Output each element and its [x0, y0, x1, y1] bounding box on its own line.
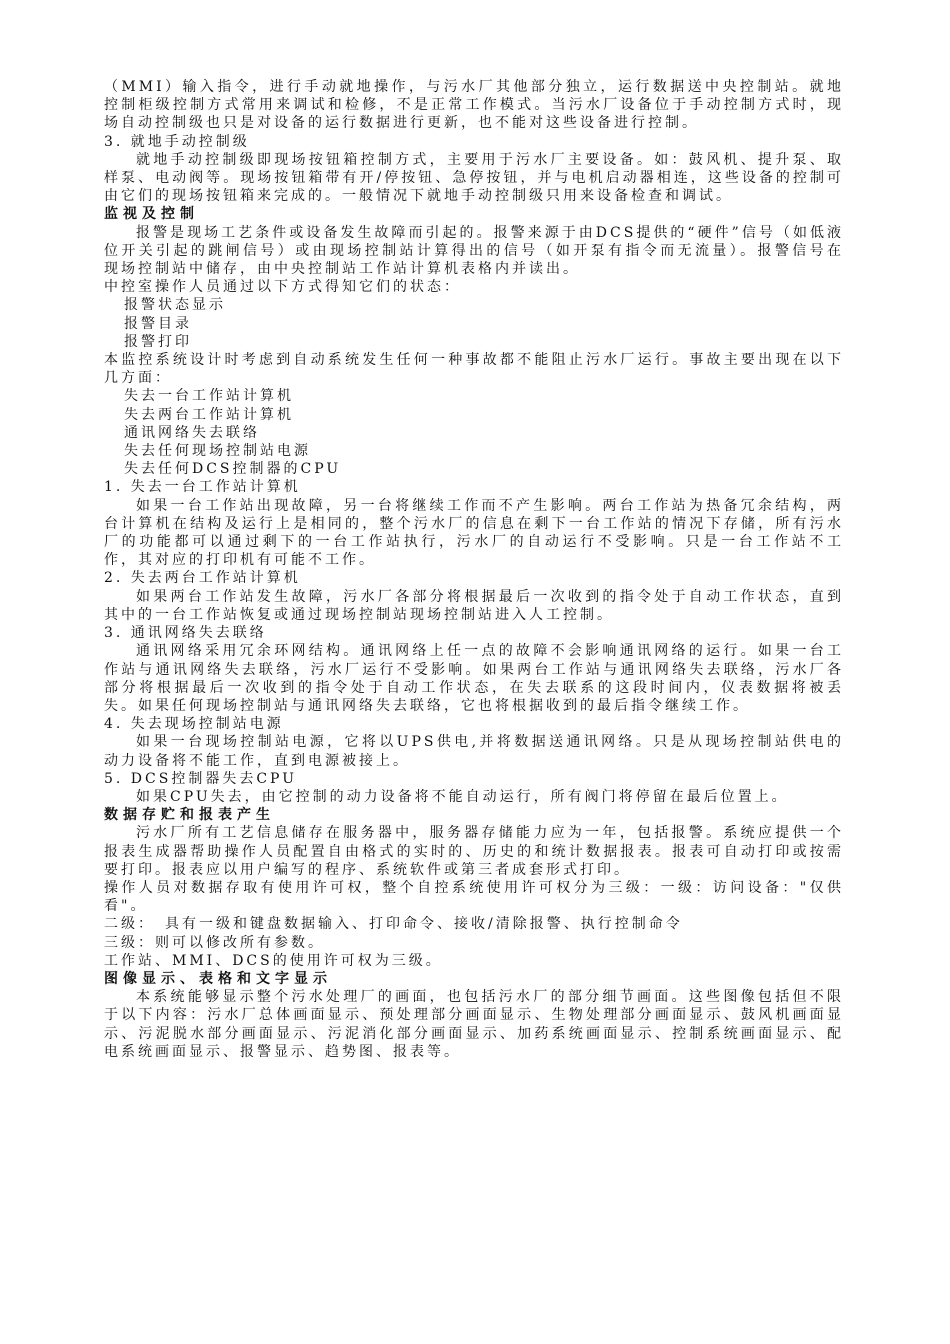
- display-body: 本系统能够显示整个污水处理厂的画面，也包括污水厂的部分细节画面。这些图像包括但不限于以下内容：污水厂总体画面显示、预处理部分画面显示、生物处理部分画面显示、鼓风机画面显示、污泥脱水部分画面显示、污泥消化部分画面显示、加药系统画面显示、控制系统画面显示、配电系统画面显示、报警显示、趋势图、报表等。: [104, 989, 844, 1060]
- fault-intro: 本监控系统设计时考虑到自动系统发生任何一种事故都不能阻止污水厂运行。事故主要出现在以下几方面：: [104, 352, 844, 387]
- case-title: 3. 通讯网络失去联络: [104, 625, 267, 642]
- fault-item: 失去任何现场控制站电源: [124, 443, 311, 460]
- permission-level-2: 二级： 具有一级和键盘数据输入、打印命令、接收/清除报警、执行控制命令: [104, 916, 683, 933]
- fault-item: 失去一台工作站计算机: [124, 388, 294, 405]
- local-manual-body: 就地手动控制级即现场按钮箱控制方式，主要用于污水厂主要设备。如：鼓风机、提升泵、取样泵、电动阀等。现场按钮箱带有开/停按钮、急停按钮，并与电机启动器相连，这些设备的控制可由它们的现场按钮箱来完成的。一般情况下就地手动控制级只用来设备检查和调试。: [104, 151, 844, 205]
- storage-heading: 数据存贮和报表产生: [104, 807, 275, 824]
- fault-item: 通讯网络失去联络: [124, 424, 260, 441]
- permission-intro: 操作人员对数据存取有使用许可权，整个自控系统使用许可权分为三级：一级：访问设备："仅供看"。: [104, 879, 844, 915]
- case-title: 2. 失去两台工作站计算机: [104, 570, 301, 587]
- alarm-ways-intro: 中控室操作人员通过以下方式得知它们的状态：: [104, 279, 461, 296]
- case-body: 如果CPU失去，由它控制的动力设备将不能自动运行，所有阀门将停留在最后位置上。: [136, 788, 789, 805]
- case-body: 如果一台工作站出现故障，另一台将继续工作而不产生影响。两台工作站为热备冗余结构，两台计算机在结构及运行上是相同的，整个污水厂的信息在剩下一台工作站的情况下存储，所有污水厂的功能都可以通过剩下的一台工作站执行，污水厂的自动运行不受影响。只是一台工作站不工作，其对应的打印机有可能不工作。: [104, 497, 844, 569]
- fault-item: 失去两台工作站计算机: [124, 406, 294, 423]
- case-title: 4. 失去现场控制站电源: [104, 716, 284, 733]
- alarm-way-item: 报警目录: [124, 315, 192, 332]
- document-page: [104, 78, 844, 1061]
- local-manual-title: 3. 就地手动控制级: [104, 133, 250, 150]
- case-body: 通讯网络采用冗余环网结构。通讯网络上任一点的故障不会影响通讯网络的运行。如果一台工作站与通讯网络失去联络，污水厂运行不受影响。如果两台工作站与通讯网络失去联络，污水厂各部分将根据最后一次收到的指令处于自动工作状态，在失去联系的这段时间内，仪表数据将被丢失。如果任何现场控制站与通讯网络失去联络，它也将根据收到的最后指令继续工作。: [104, 643, 844, 714]
- alarm-paragraph: 报警是现场工艺条件或设备发生故障而引起的。报警来源于由DCS提供的“硬件”信号（如低液位开关引起的跳闸信号）或由现场控制站计算得出的信号（如开泵有指令而无流量）。报警信号在现场控制站中储存，由中央控制站工作站计算机表格内并读出。: [104, 224, 844, 278]
- fault-item: 失去任何DCS控制器的CPU: [124, 461, 342, 478]
- alarm-way-item: 报警状态显示: [124, 297, 226, 314]
- intro-paragraph: （MMI）输入指令，进行手动就地操作，与污水厂其他部分独立，运行数据送中央控制站。就地控制柜级控制方式常用来调试和检修，不是正常工作模式。当污水厂设备位于手动控制方式时，现场自动控制级也只是对设备的运行数据进行更新，也不能对这些设备进行控制。: [104, 79, 844, 132]
- display-heading: 图像显示、表格和文字显示: [104, 970, 332, 987]
- monitor-heading: 监视及控制: [104, 206, 199, 223]
- permission-summary: 工作站、MMI、DCS的使用许可权为三级。: [104, 952, 443, 969]
- storage-body: 污水厂所有工艺信息储存在服务器中，服务器存储能力应为一年，包括报警。系统应提供一个报表生成器帮助操作人员配置自由格式的实时的、历史的和统计数据报表。报表可自动打印或按需要打印。报表应以用户编写的程序、系统软件或第三者成套形式打印。: [104, 825, 844, 878]
- permission-level-3: 三级：则可以修改所有参数。: [104, 934, 325, 951]
- case-title: 5. DCS控制器失去CPU: [104, 770, 298, 787]
- case-body: 如果两台工作站发生故障，污水厂各部分将根据最后一次收到的指令处于自动工作状态，直到其中的一台工作站恢复或通过现场控制站现场控制站进入人工控制。: [104, 588, 844, 623]
- case-title: 1. 失去一台工作站计算机: [104, 479, 301, 496]
- alarm-way-item: 报警打印: [124, 333, 192, 350]
- case-body: 如果一台现场控制站电源，它将以UPS供电,并将数据送通讯网络。只是从现场控制站供电的动力设备将不能工作，直到电源被接上。: [104, 734, 844, 769]
